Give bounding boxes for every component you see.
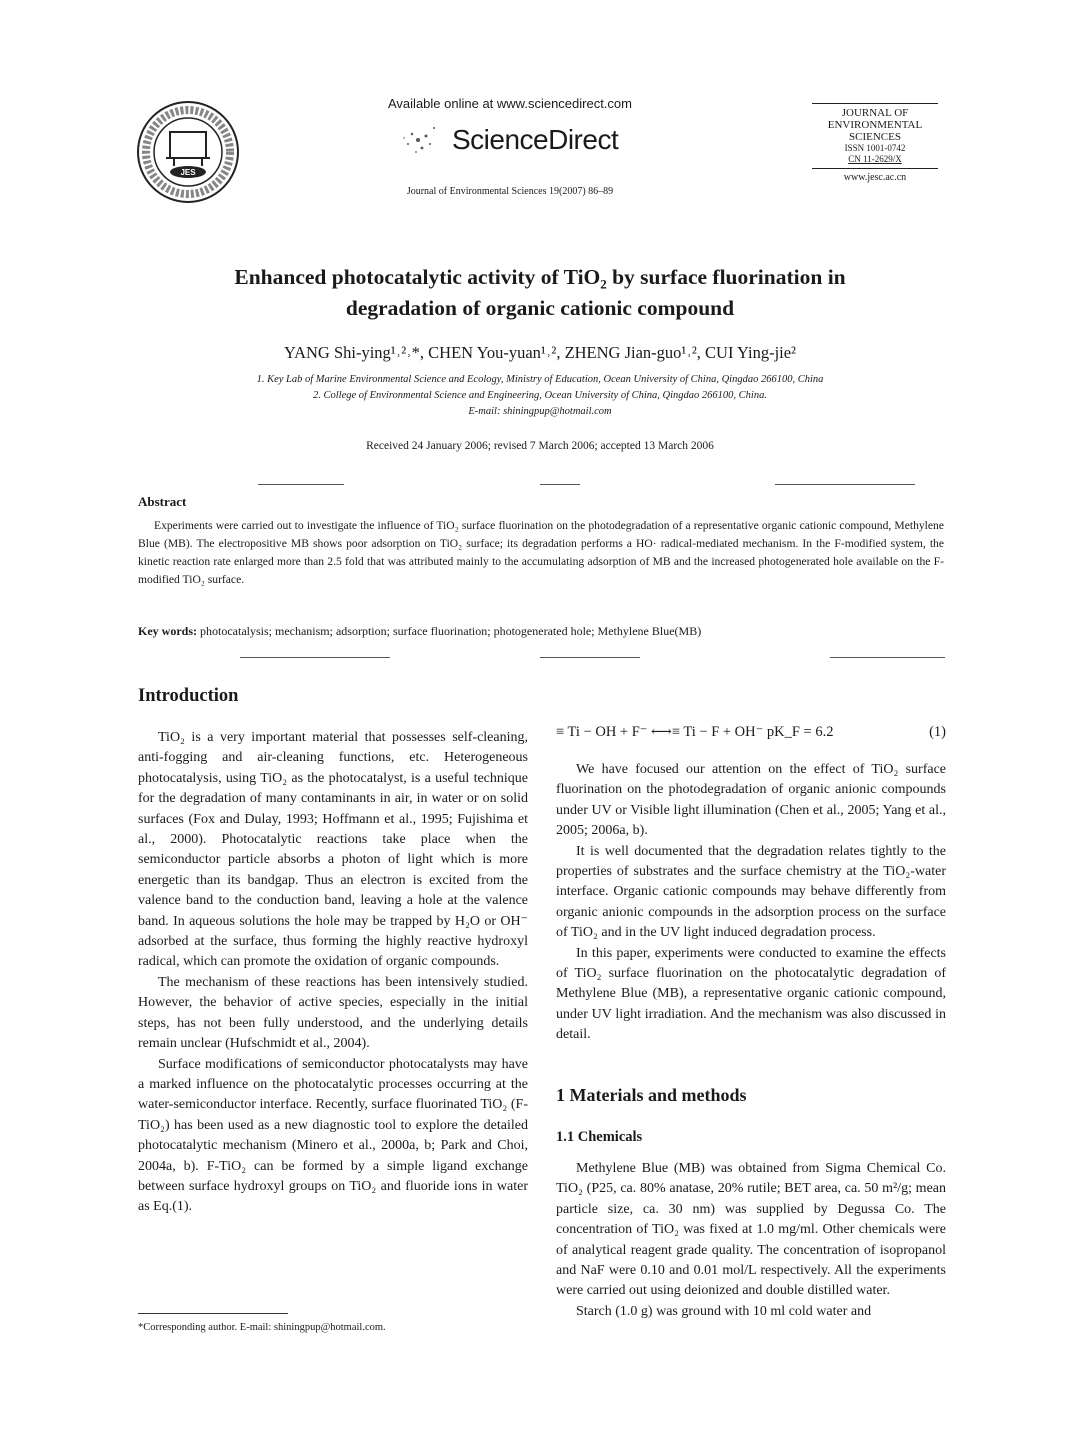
affiliation-2: 2. College of Environmental Science and Engineering, Ocean University of China, Qingdao 266100, China.: [313, 390, 767, 401]
available-online: Available online at www.sciencedirect.com: [388, 96, 632, 111]
intro-paragraph-5: It is well documented that the degradation relates tightly to the properties of substrates and the surface chemistry at the TiO₂-water interface. Organic cationic compounds may behave differently from organic anionic compounds in the adsorption process on the surface of TiO₂ and in the UV light induced degradation process.: [556, 843, 946, 941]
footnote-rule: [138, 1313, 288, 1314]
article-title: [140, 262, 940, 324]
journal-name-line2: ENVIRONMENTAL: [827, 119, 923, 131]
sciencedirect-logo-icon: [398, 118, 444, 158]
divider: [258, 484, 344, 485]
issn: ISSN 1001-0742: [844, 143, 906, 153]
received-dates: Received 24 January 2006; revised 7 March 2006; accepted 13 March 2006: [366, 440, 714, 452]
journal-citation: Journal of Environmental Sciences 19(2007) 86–89: [406, 186, 614, 197]
left-column: [138, 728, 528, 1218]
corresponding-author-footnote: *Corresponding author. E-mail: shiningpup@hotmail.com.: [138, 1322, 386, 1333]
journal-name-line1: JOURNAL OF: [841, 107, 909, 119]
right-column-bottom: [556, 1159, 946, 1322]
divider: [775, 484, 915, 485]
subsection-heading-chemicals: 1.1 Chemicals: [556, 1129, 643, 1145]
rule: [812, 168, 938, 169]
journal-website: www.jesc.ac.cn: [843, 172, 907, 183]
keywords-list: photocatalysis; mechanism; adsorption; surface fluorination; photogenerated hole; Methylene Blue(MB): [197, 624, 702, 638]
author-list: YANG Shi-ying¹˒²˒*, CHEN You-yuan¹˒², ZHENG Jian-guo¹˒², CUI Ying-jie²: [283, 343, 797, 362]
cn-number: CN 11-2629/X: [848, 154, 902, 164]
affiliation-1: 1. Key Lab of Marine Environmental Science and Ecology, Ministry of Education, Ocean University of China, Qingdao 266100, China: [256, 374, 824, 385]
introduction-heading: Introduction: [138, 686, 239, 706]
equation-number: (1): [929, 724, 946, 740]
sciencedirect-wordmark: ScienceDirect: [452, 124, 619, 155]
title-line-2: degradation of organic cationic compound: [345, 296, 735, 320]
keywords-label: Key words:: [138, 624, 197, 638]
divider: [240, 657, 390, 658]
equation-1: [556, 724, 946, 741]
abstract-text: Experiments were carried out to investigate the influence of TiO₂ surface fluorination on the photodegradation of a representative organic cationic compound, Methylene Blue (MB). The electropositive MB shows poor adsorption on TiO₂ surface; its degradation performs a HO· radical-mediated mechanism. In the F-modified system, the kinetic reaction rate enlarged more than 2.5 fold that was attributed mainly to the accumulating adsorption of MB and the increased photogenerated hole available on the F-modified TiO₂ surface.: [138, 519, 944, 586]
keywords: [138, 624, 944, 639]
right-column-top: [556, 760, 946, 1046]
section-heading-materials: 1 Materials and methods: [556, 1085, 747, 1105]
divider: [540, 484, 580, 485]
logo-text: JES: [180, 168, 196, 177]
journal-name-line3: SCIENCES: [849, 131, 901, 143]
jes-journal-logo: [136, 100, 240, 204]
equation-text: ≡ Ti − OH + F⁻ ⟷≡ Ti − F + OH⁻ pK_F = 6.2: [556, 724, 834, 740]
rule: [812, 103, 938, 104]
author-email: E-mail: shiningpup@hotmail.com: [468, 406, 612, 417]
methods-paragraph-1: Methylene Blue (MB) was obtained from Sigma Chemical Co. TiO₂ (P25, ca. 80% anatase, 20% rutile; BET area, ca. 50 m²/g; mean particle size, ca. 30 nm) was supplied by Degussa Co. The concentration of TiO₂ was fixed at 1.0 mg/ml. Other chemicals were of analytical reagent grade quality. The concentration of isopropanol and NaF were 0.10 and 0.01 mol/L respectively. All the experiments were carried out using deionized and double distilled water.: [556, 1161, 946, 1299]
divider: [830, 657, 945, 658]
methods-paragraph-2: Starch (1.0 g) was ground with 10 ml cold water and: [576, 1303, 872, 1319]
intro-paragraph-6: In this paper, experiments were conducted to examine the effects of TiO₂ surface fluorination on the photocatalytic degradation of Methylene Blue (MB), a representative organic cationic compound, under UV light irradiation. And the mechanism was also discussed in detail.: [556, 945, 946, 1043]
intro-paragraph-1: TiO₂ is a very important material that possesses self-cleaning, anti-fogging and air-cleaning functions, etc. Heterogeneous photocatalysis, using TiO₂ as the photocatalyst, is a useful technique for the degradation of many contaminants in air, in water or on solid surfaces (Fox and Dulay, 1993; Hoffmann et al., 1995; Fujishima et al., 2000). Photocatalytic reactions take place when the semiconductor particle absorbs a photon of light which is more energetic than its bandgap. Thus an electron is excited from the valence band to the conduction band, leaving a hole at the valence band. In aqueous solutions the hole may be trapped by H₂O or OH⁻ adsorbed at the surface, thus forming the highly reactive hydroxyl radical, which can promote the oxidation of organic compounds.: [138, 730, 528, 970]
divider: [540, 657, 640, 658]
intro-paragraph-4: We have focused our attention on the effect of TiO₂ surface fluorination on the photodegradation of organic anionic compounds under UV or Visible light illumination (Chen et al., 2005; Yang et al., 2005; 2006a, b).: [556, 762, 946, 839]
intro-paragraph-2: The mechanism of these reactions has been intensively studied. However, the behavior of active species, especially in the initial steps, has not been fully understood, and the underlying details remain unclear (Hufschmidt et al., 2004).: [138, 974, 528, 1052]
journal-info-box: [812, 100, 938, 184]
intro-paragraph-3: Surface modifications of semiconductor photocatalysts may have a marked influence on the photocatalytic processes occurring at the water-semiconductor interface. Recently, surface fluorinated TiO₂ (F-TiO₂) has been used as a new diagnostic tool to explore the detailed photocatalytic mechanism (Minero et al., 2000a, b; Park and Choi, 2004a, b). F-TiO₂ can be formed by a simple ligand exchange between surface hydroxyl groups on TiO₂ and fluoride ions in water as Eq.(1).: [138, 1056, 528, 1215]
title-line-1: Enhanced photocatalytic activity of TiO₂ by surface fluorination in: [234, 265, 846, 289]
abstract-heading: Abstract: [138, 494, 187, 509]
